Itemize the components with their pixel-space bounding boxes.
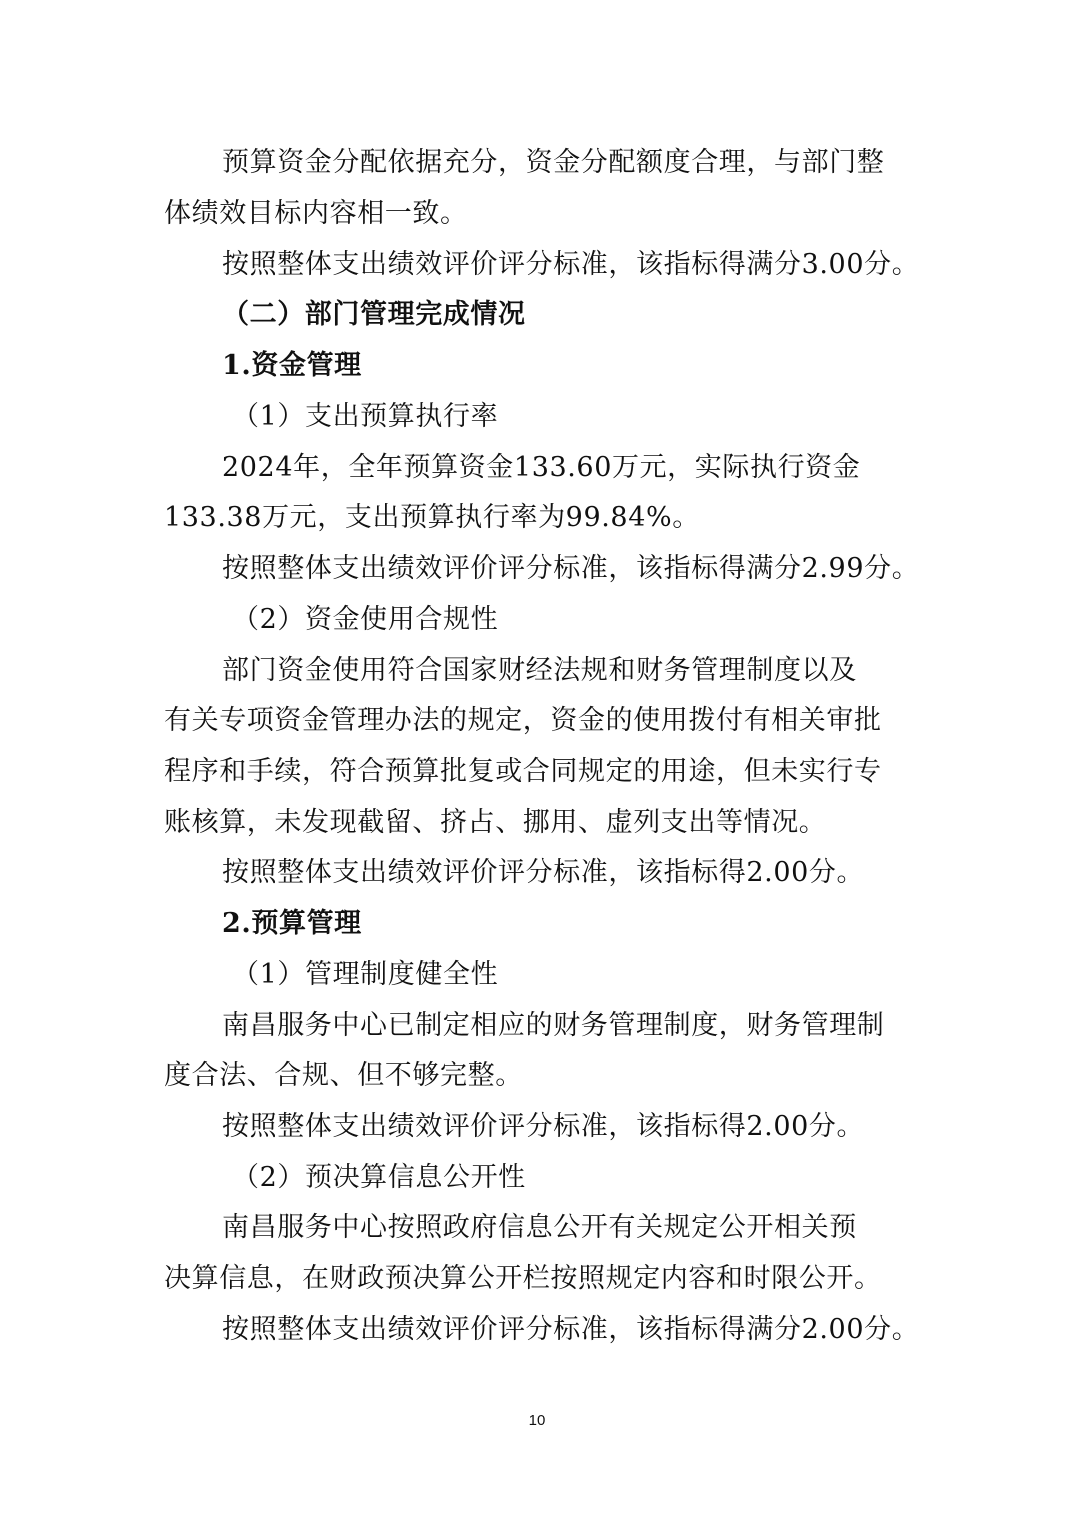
item-heading: （1）支出预算执行率 [232,401,499,432]
paragraph-line: 部门资金使用符合国家财经法规和财务管理制度以及 [222,655,857,686]
paragraph-line: 账核算，未发现截留、挤占、挪用、虚列支出等情况。 [164,807,827,838]
section-heading: （二）部门管理完成情况 [222,299,526,330]
paragraph-line: 按照整体支出绩效评价评分标准，该指标得满分2.00分。 [222,1314,920,1345]
paragraph-line: 按照整体支出绩效评价评分标准，该指标得满分3.00分。 [222,249,920,280]
paragraph-line: 按照整体支出绩效评价评分标准，该指标得2.00分。 [222,1111,865,1142]
page-number: 10 [528,1412,546,1429]
paragraph-line: 体绩效目标内容相一致。 [164,198,468,229]
paragraph-line: 南昌服务中心按照政府信息公开有关规定公开相关预 [222,1212,857,1243]
paragraph-line: 按照整体支出绩效评价评分标准，该指标得2.00分。 [222,857,865,888]
paragraph-line: 2024年，全年预算资金133.60万元，实际执行资金 [222,452,861,483]
paragraph-line: 程序和手续，符合预算批复或合同规定的用途，但未实行专 [164,756,882,787]
item-heading: （2）资金使用合规性 [232,604,499,635]
paragraph-line: 南昌服务中心已制定相应的财务管理制度，财务管理制 [222,1010,885,1041]
paragraph-line: 133.38万元，支出预算执行率为99.84%。 [164,502,700,533]
paragraph-line: 决算信息，在财政预决算公开栏按照规定内容和时限公开。 [164,1263,882,1294]
paragraph-line: 有关专项资金管理办法的规定，资金的使用拨付有相关审批 [164,705,882,736]
item-heading: （1）管理制度健全性 [232,959,499,990]
subsection-heading: 1.资金管理 [222,350,362,381]
paragraph-line: 预算资金分配依据充分，资金分配额度合理，与部门整 [222,147,885,178]
subsection-heading: 2.预算管理 [222,908,362,939]
paragraph-line: 按照整体支出绩效评价评分标准，该指标得满分2.99分。 [222,553,920,584]
paragraph-line: 度合法、合规、但不够完整。 [164,1060,523,1091]
item-heading: （2）预决算信息公开性 [232,1162,526,1193]
